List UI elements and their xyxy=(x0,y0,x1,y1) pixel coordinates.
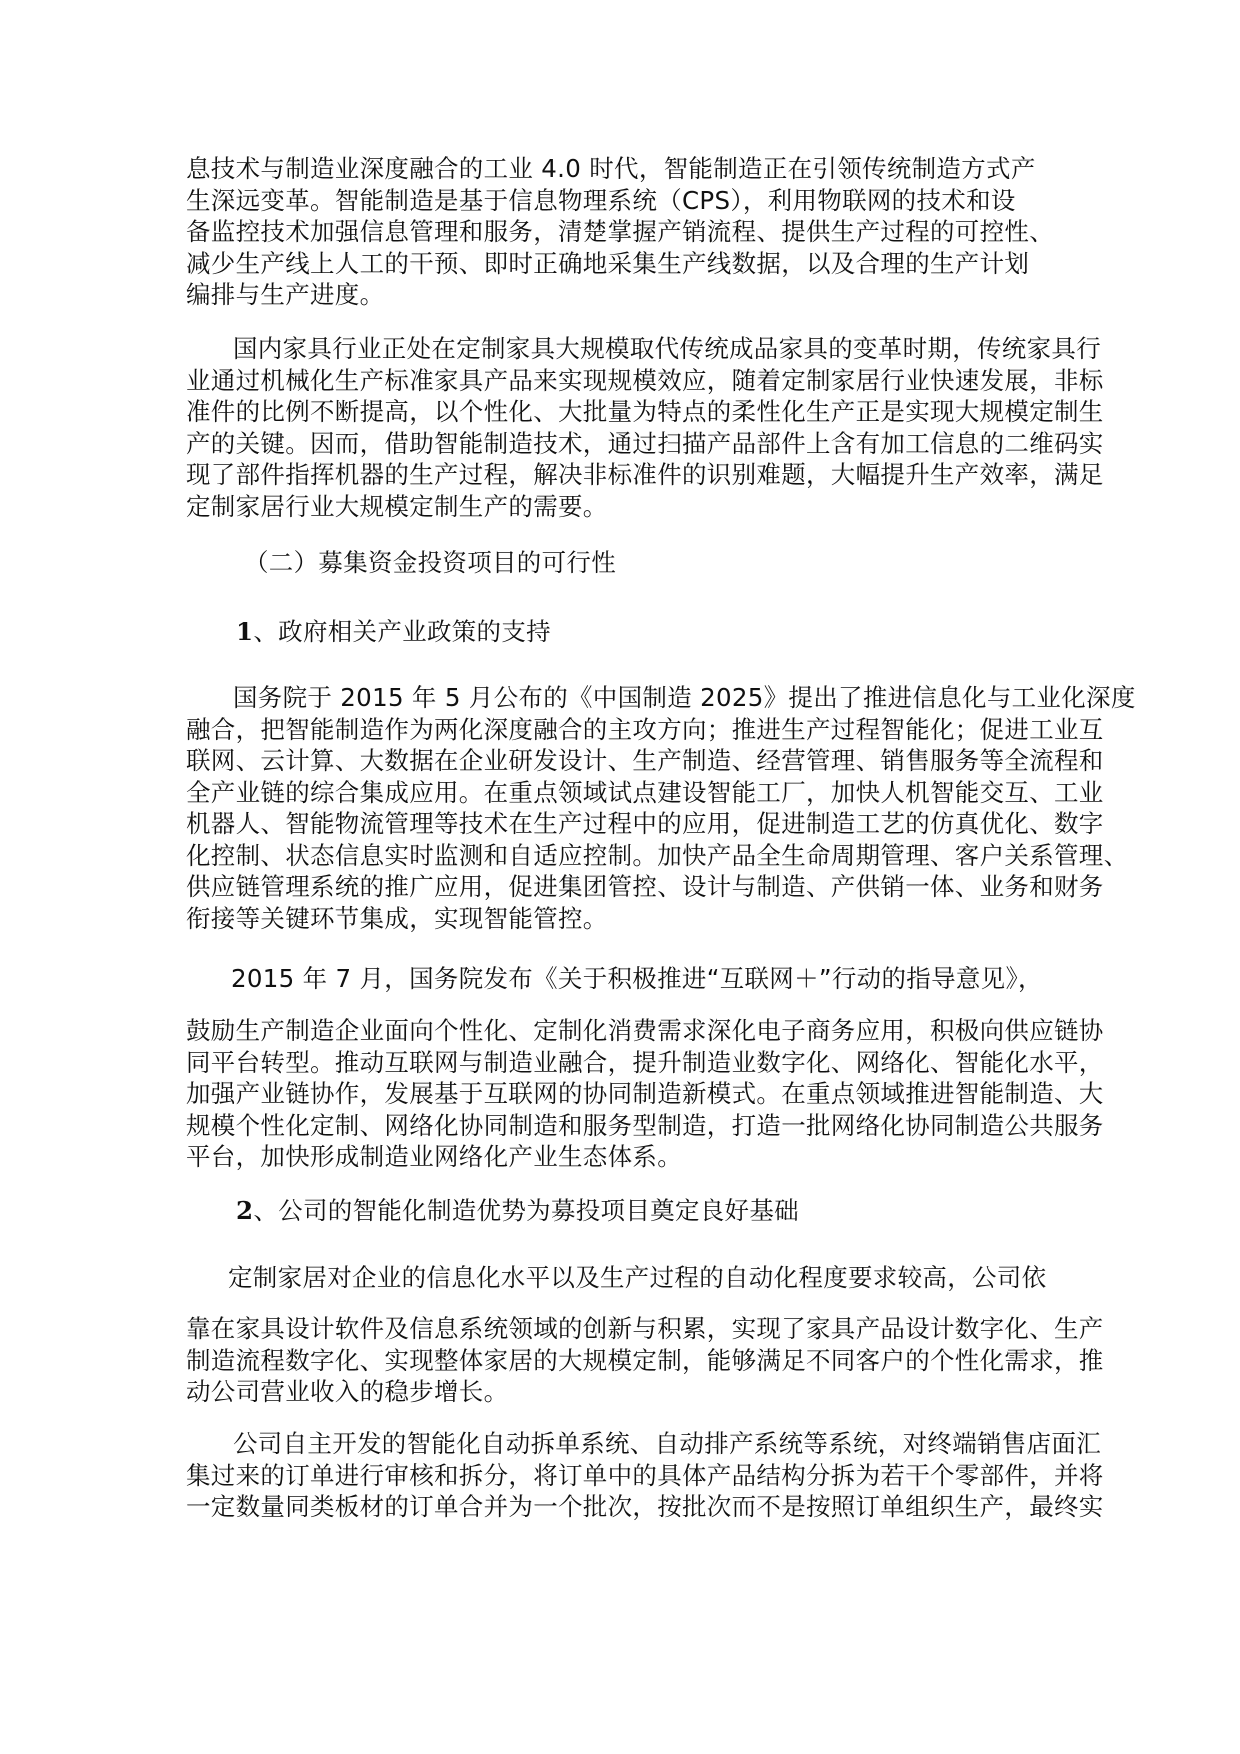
paragraph-intelligent-manufacturing xyxy=(186,153,1126,311)
text-line: 融合，把智能制造作为两化深度融合的主攻方向；推进生产过程智能化；促进工业互 xyxy=(186,714,1104,744)
text-line: 联网、云计算、大数据在企业研发设计、生产制造、经营管理、销售服务等全流程和 xyxy=(186,746,1104,775)
text-line: 机器人、智能物流管理等技术在生产过程中的应用，促进制造工艺的仿真优化、数字 xyxy=(186,809,1104,838)
text-line: 靠在家具设计软件及信息系统领域的创新与积累，实现了家具产品设计数字化、生产 xyxy=(186,1314,1104,1343)
text-line: 编排与生产进度。 xyxy=(186,280,385,309)
text-line: 制造流程数字化、实现整体家居的大规模定制，能够满足不同客户的个性化需求，推 xyxy=(186,1345,1104,1375)
paragraph-made-in-china-2025 xyxy=(186,682,1136,934)
text-line: 息技术与制造业深度融合的工业 4.0 时代，智能制造正在引领传统制造方式产 xyxy=(186,154,1036,183)
text-line: 化控制、状态信息实时监测和自适应控制。加快产品全生命周期管理、客户关系管理、 xyxy=(186,840,1129,870)
text-line: 国内家具行业正处在定制家具大规模取代传统成品家具的变革时期，传统家具行 xyxy=(233,334,1101,363)
text-line: 现了部件指挥机器的生产过程，解决非标准件的识别难题，大幅提升生产效率，满足 xyxy=(186,460,1104,489)
text-line: 2015 年 7 月，国务院发布《关于积极推进“互联网＋”行动的指导意见》， xyxy=(231,964,1043,993)
subheading-text: 、公司的智能化制造优势为募投项目奠定良好基础 xyxy=(253,1196,799,1225)
paragraph-custom-home-body xyxy=(186,1313,1126,1408)
text-line: 公司自主开发的智能化自动拆单系统、自动排产系统等系统，对终端销售店面汇 xyxy=(233,1429,1101,1458)
text-line: 动公司营业收入的稳步增长。 xyxy=(186,1377,509,1406)
text-line: 衔接等关键环节集成，实现智能管控。 xyxy=(186,903,608,933)
text-line: 生深远变革。智能制造是基于信息物理系统（CPS），利用物联网的技术和设 xyxy=(186,185,1016,215)
paragraph-order-splitting-system xyxy=(186,1428,1126,1523)
text-line: 定制家居行业大规模定制生产的需要。 xyxy=(186,491,608,521)
subheading-number: 1 xyxy=(236,617,254,646)
paragraph-internet-plus-lead xyxy=(186,963,1126,995)
text-line: 国务院于 2015 年 5 月公布的《中国制造 2025》提出了推进信息化与工业化深度 xyxy=(233,683,1136,712)
text-line: 供应链管理系统的推广应用，促进集团管控、设计与制造、产供销一体、业务和财务 xyxy=(186,872,1104,901)
paragraph-custom-home-lead xyxy=(186,1262,1126,1294)
text-line: 产的关键。因而，借助智能制造技术，通过扫描产品部件上含有加工信息的二维码实 xyxy=(186,428,1104,458)
subheading-manufacturing-advantage xyxy=(236,1195,799,1227)
text-line: 一定数量同类板材的订单合并为一个批次，按批次而不是按照订单组织生产，最终实 xyxy=(186,1492,1104,1521)
text-line: 平台，加快形成制造业网络化产业生态体系。 xyxy=(186,1142,682,1171)
text-line: 集过来的订单进行审核和拆分，将订单中的具体产品结构分拆为若干个零部件，并将 xyxy=(186,1460,1104,1490)
text-line: 备监控技术加强信息管理和服务，清楚掌握产销流程、提供生产过程的可控性、 xyxy=(186,217,1054,246)
text-line: 规模个性化定制、网络化协同制造和服务型制造，打造一批网络化协同制造公共服务 xyxy=(186,1110,1104,1140)
text-line: 全产业链的综合集成应用。在重点领域试点建设智能工厂，加快人机智能交互、工业 xyxy=(186,777,1104,807)
paragraph-internet-plus-body xyxy=(186,1015,1126,1173)
subheading-policy-support xyxy=(236,616,551,648)
section-heading-feasibility: （二）募集资金投资项目的可行性 xyxy=(244,548,616,577)
subheading-text: 、政府相关产业政策的支持 xyxy=(253,617,551,646)
text-line: 同平台转型。推动互联网与制造业融合，提升制造业数字化、网络化、智能化水平， xyxy=(186,1047,1104,1077)
text-line: 加强产业链协作，发展基于互联网的协同制造新模式。在重点领域推进智能制造、大 xyxy=(186,1079,1104,1108)
text-line: 定制家居对企业的信息化水平以及生产过程的自动化程度要求较高，公司依 xyxy=(228,1263,1047,1292)
text-line: 业通过机械化生产标准家具产品来实现规模效应，随着定制家居行业快速发展，非标 xyxy=(186,365,1104,395)
paragraph-furniture-industry xyxy=(186,333,1126,522)
text-line: 减少生产线上人工的干预、即时正确地采集生产线数据，以及合理的生产计划 xyxy=(186,248,1030,278)
text-line: 准件的比例不断提高，以个性化、大批量为特点的柔性化生产正是实现大规模定制生 xyxy=(186,397,1104,426)
subheading-number: 2 xyxy=(236,1196,254,1225)
text-line: 鼓励生产制造企业面向个性化、定制化消费需求深化电子商务应用，积极向供应链协 xyxy=(186,1016,1104,1045)
